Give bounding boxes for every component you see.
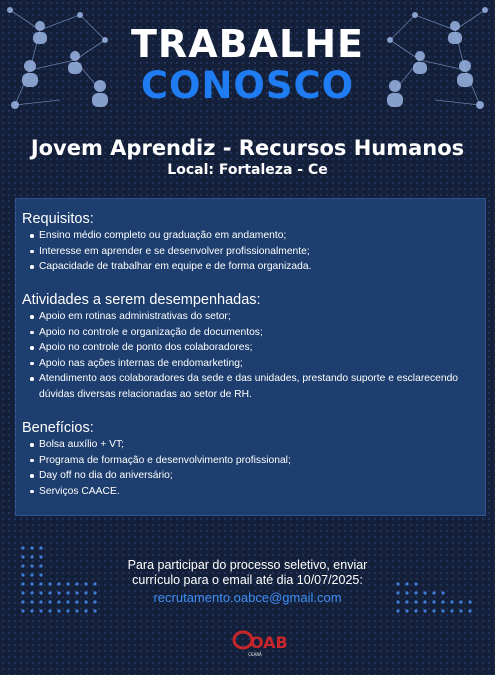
list-item: Day off no dia do aniversário;	[22, 468, 482, 484]
list-item: Apoio em rotinas administrativas do setor;	[22, 309, 482, 325]
job-title: Jovem Aprendiz - Recursos Humanos	[30, 136, 465, 160]
list-item: Apoio no controle e organização de documentos;	[22, 325, 482, 341]
decorative-dot	[423, 609, 426, 612]
decorative-dot	[57, 609, 60, 612]
requirements-heading: Requisitos:	[22, 211, 94, 227]
benefits-section	[22, 419, 482, 499]
activities-heading: Atividades a serem desempenhadas:	[22, 292, 261, 308]
requirements-list	[22, 228, 482, 275]
cta-line-2: currículo para o email até dia 10/07/2025:	[132, 573, 363, 587]
list-item: Capacidade de trabalhar em equipe e de forma organizada.	[22, 259, 482, 275]
activities-list	[22, 309, 482, 403]
logo-subtext: CEARÁ	[248, 652, 262, 657]
benefits-list	[22, 437, 482, 499]
list-item: Atendimento aos colaboradores da sede e das unidades, prestando suporte e esclarecendo dúvidas diversas relacionadas ao setor de RH.	[22, 371, 482, 402]
cta-line-1: Para participar do processo seletivo, enviar	[127, 558, 368, 572]
list-item: Interesse em aprender e se desenvolver profissionalmente;	[22, 244, 482, 260]
job-details-panel	[15, 198, 486, 516]
list-item: Serviços CAACE.	[22, 484, 482, 500]
list-item: Apoio nas ações internas de endomarketing;	[22, 356, 482, 372]
decorative-dot	[459, 609, 462, 612]
decorative-dot	[30, 546, 33, 549]
list-item: Bolsa auxílio + VT;	[22, 437, 482, 453]
decorative-dot	[432, 609, 435, 612]
activities-section	[22, 291, 482, 403]
logo-text: OAB	[250, 633, 288, 652]
decorative-dot	[39, 546, 42, 549]
decorative-dot	[468, 609, 471, 612]
requirements-section	[22, 210, 482, 275]
decorative-dot	[414, 609, 417, 612]
decorative-dot	[84, 609, 87, 612]
headline-line-2: CONOSCO	[140, 64, 355, 107]
decorative-dot	[30, 609, 33, 612]
decorative-dot	[75, 609, 78, 612]
decorative-dot	[21, 546, 24, 549]
decorative-dot	[21, 609, 24, 612]
decorative-dot	[39, 609, 42, 612]
benefits-heading: Benefícios:	[22, 420, 94, 436]
decorative-dot	[66, 609, 69, 612]
headline	[0, 22, 495, 106]
decorative-dot	[441, 609, 444, 612]
application-instructions	[0, 558, 495, 605]
list-item: Apoio no controle de ponto dos colaboradores;	[22, 340, 482, 356]
decorative-dot	[405, 609, 408, 612]
decorative-dot	[93, 609, 96, 612]
oab-ceara-logo	[230, 628, 288, 658]
headline-line-1: TRABALHE	[131, 22, 364, 66]
decorative-dot	[396, 609, 399, 612]
decorative-dot	[48, 609, 51, 612]
list-item: Ensino médio completo ou graduação em andamento;	[22, 228, 482, 244]
contact-email-link[interactable]: recrutamento.oabce@gmail.com	[153, 590, 342, 605]
job-location: Local: Fortaleza - Ce	[167, 162, 328, 178]
list-item: Programa de formação e desenvolvimento profissional;	[22, 453, 482, 469]
decorative-dot	[450, 609, 453, 612]
